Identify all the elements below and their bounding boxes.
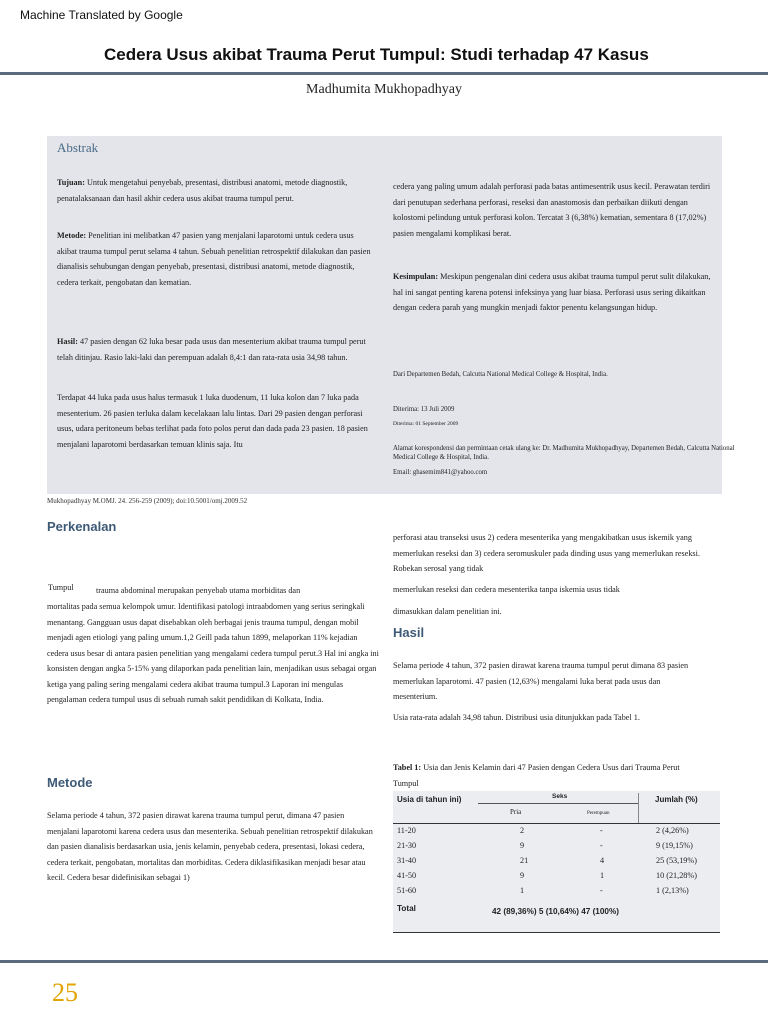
table1-header-age: Usia di tahun ini) xyxy=(397,795,462,804)
citation: Mukhopadhyay M.OMJ. 24. 256-259 (2009); doi:10.5001/omj.2009.52 xyxy=(47,497,248,505)
header-rule xyxy=(0,72,768,75)
table1-header-sex: Seks xyxy=(552,793,568,800)
table1-cell-male: 21 xyxy=(520,856,529,865)
intro-body: mortalitas pada semua kelompok umur. Identifikasi patologi intraabdomen yang serius seringkali menantang. Gangguan usus dapat disebabkan oleh berbagai jenis trauma tumpul, dengan mobil menjadi agen etiologi yang paling umum.1,2 Geill pada tahun 1899, melaporkan 11% kejadian cedera usus besar di antara pasien penelitian yang mengalami cedera tumpul perut.3 Hal ini angka ini konsisten dengan angka 5-15% yang dilaporkan pada penelitian lain, menjadikan usus sebagai organ ketiga yang paling sering mengalami cedera akibat trauma tumpul.3 Laporan ini mengulas pengalaman cedera tumpul usus di sebuah rumah sakit pendidikan di Kolkata, India. xyxy=(47,602,379,705)
author-name: Madhumita Mukhopadhyay xyxy=(306,82,462,97)
abstract-tujuan: Tujuan: Untuk mengetahui penyebab, presentasi, distribusi anatomi, metode diagnostik, penatalaksanaan dan hasil akhir cedera usus akibat trauma tumpul perut. xyxy=(57,178,348,203)
table1-cell-male: 2 xyxy=(520,826,525,835)
table1-cell-age: 21-30 xyxy=(397,841,417,850)
table1-sex-rule xyxy=(478,803,638,804)
table1-cell-age: 11-20 xyxy=(397,826,416,835)
hasil-heading: Hasil xyxy=(393,625,425,640)
machine-translated-banner: Machine Translated by Google xyxy=(20,8,183,22)
abstract-hasil: Hasil: 47 pasien dengan 62 luka besar pada usus dan mesenterium akibat trauma tumpul perut telah ditinjau. Rasio laki-laki dan perempuan adalah 8,4:1 dan rata-rata usia 34,98 tahun. xyxy=(57,337,366,362)
accepted-date: Diterima: 01 September 2009 xyxy=(393,421,459,427)
department-note: Dari Departemen Bedah, Calcutta National Medical College & Hospital, India. xyxy=(393,371,608,378)
footer-rule xyxy=(0,960,768,963)
intro-heading: Perkenalan xyxy=(47,519,117,534)
right-col-cont-2: memerlukan reseksi dan cedera mesenterika tanpa iskemia usus tidak xyxy=(393,585,620,594)
right-col-cont-1: perforasi atau transeksi usus 2) cedera mesenterika yang mengakibatkan usus iskemik yang memerlukan reseksi dan 3) cedera seromuskuler pada dinding usus yang memerlukan reseksi. Robekan serosal yang tidak xyxy=(393,533,700,574)
abstract-heading: Abstrak xyxy=(57,140,99,155)
table1-cell-total: 1 (2,13%) xyxy=(656,886,689,895)
abstract-metode: Metode: Penelitian ini melibatkan 47 pasien yang menjalani laparotomi untuk cedera usus akibat trauma tumpul perut selama 4 tahun. Sebuah penelitian retrospektif dilakukan dan pasien dianalisis sehubungan dengan penyebab, presentasi, distribusi anatomi, metode diagnostik, cedera terkait, pengobatan dan kematian. xyxy=(57,231,371,287)
table1-cell-total: 25 (53,19%) xyxy=(656,856,697,865)
table1-header-female: Perempuan xyxy=(587,811,610,816)
table1-cell-age: 31-40 xyxy=(397,856,417,865)
abstract-kesimpulan: Kesimpulan: Meskipun pengenalan dini cedera usus akibat trauma tumpul perut sulit dilakukan, hal ini sangat penting karena potensi infeksinya yang luar biasa. Perforasi usus sering dikaitkan dengan cedera parah yang mungkin menjadi faktor penentu kelangsungan hidup. xyxy=(393,272,711,313)
abstract-right-results: cedera yang paling umum adalah perforasi pada batas antimesentrik usus kecil. Perawatan terdiri dari penutupan sederhana perforasi, reseksi dan anastomosis dan perbaikan diikuti dengan kolostomi pelindung untuk perforasi kolon. Tercatat 3 (6,38%) kematian, sementara 8 (17,02%) pasien mengalami komplikasi berat. xyxy=(393,182,711,238)
hasil-body-1: Selama periode 4 tahun, 372 pasien dirawat karena trauma tumpul perut dimana 83 pasien memerlukan laparotomi. 47 pasien (12,63%) mengalami luka berat pada usus dan mesenterium. xyxy=(393,661,689,702)
table1-header-rule xyxy=(393,823,720,824)
metode-heading: Metode xyxy=(47,775,93,790)
received-date: Diterima: 13 Juli 2009 xyxy=(393,406,455,413)
table1-cell-age: 41-50 xyxy=(397,871,417,880)
table1-header-male: Pria xyxy=(510,808,522,816)
right-col-cont-3: dimasukkan dalam penelitian ini. xyxy=(393,607,502,616)
table1-cell-female: - xyxy=(600,826,603,835)
table1-caption: Tabel 1: Usia dan Jenis Kelamin dari 47 Pasien dengan Cedera Usus dari Trauma Perut Tumpul xyxy=(393,763,680,788)
correspondence-address: Alamat korespondensi dan permintaan cetak ulang ke: Dr. Madhumita Mukhopadhyay, Departemen Bedah, Calcutta National Medical College & Hospital, India. xyxy=(393,445,735,461)
table1-col-divider xyxy=(638,793,639,823)
table1-cell-total: 10 (21,28%) xyxy=(656,871,697,880)
table1-cell-age: 51-60 xyxy=(397,886,417,895)
intro-lead-word: Tumpul xyxy=(48,583,74,592)
table1-cell-female: 1 xyxy=(600,871,605,880)
table1-total-label: Total xyxy=(397,904,416,913)
table1-cell-female: - xyxy=(600,841,603,850)
table1-cell-male: 1 xyxy=(520,886,525,895)
table1-total-values: 42 (89,36%) 5 (10,64%) 47 (100%) xyxy=(492,907,619,916)
metode-body: Selama periode 4 tahun, 372 pasien dirawat karena trauma tumpul perut, dimana 47 pasien menjalani laparotomi karena cedera usus dan mesenterika. Sebuah penelitian retrospektif dilakukan dan pasien dianalisis berdasarkan usia, jenis kelamin, penyebab cedera, presentasi, lokasi cedera, cedera terkait, pengobatan, mortalitas dan morbiditas. Cedera diklasifikasikan menjadi besar atau kecil. Cedera besar didefinisikan sebagai 1) xyxy=(47,811,373,883)
paper-title: Cedera Usus akibat Trauma Perut Tumpul: Studi terhadap 47 Kasus xyxy=(104,45,649,64)
hasil-body-2: Usia rata-rata adalah 34,98 tahun. Distribusi usia ditunjukkan pada Tabel 1. xyxy=(393,713,640,722)
table1-cell-male: 9 xyxy=(520,841,525,850)
page-number: 25 xyxy=(52,978,78,1007)
correspondence-email: Email: ghasemim841@yahoo.com xyxy=(393,469,488,476)
intro-first-line: trauma abdominal merupakan penyebab utama morbiditas dan xyxy=(96,586,301,595)
table1-cell-female: 4 xyxy=(600,856,605,865)
abstract-hasil-cont: Terdapat 44 luka pada usus halus termasuk 1 luka duodenum, 11 luka kolon dan 7 luka pada mesenterium. 26 pasien terluka dalam kecelakaan lalu lintas. Dari 29 pasien dengan perforasi usus, udara peritoneum bebas terlihat pada foto polos perut dan dada pada 23 pasien. 18 pasien menjalani laparotomi berdasarkan temuan klinis saja. Itu xyxy=(57,393,368,449)
table1-cell-total: 9 (19,15%) xyxy=(656,841,693,850)
table1-cell-female: - xyxy=(600,886,603,895)
table1-cell-male: 9 xyxy=(520,871,525,880)
table1-cell-total: 2 (4,26%) xyxy=(656,826,689,835)
table1-header-total: Jumlah (%) xyxy=(655,795,698,804)
